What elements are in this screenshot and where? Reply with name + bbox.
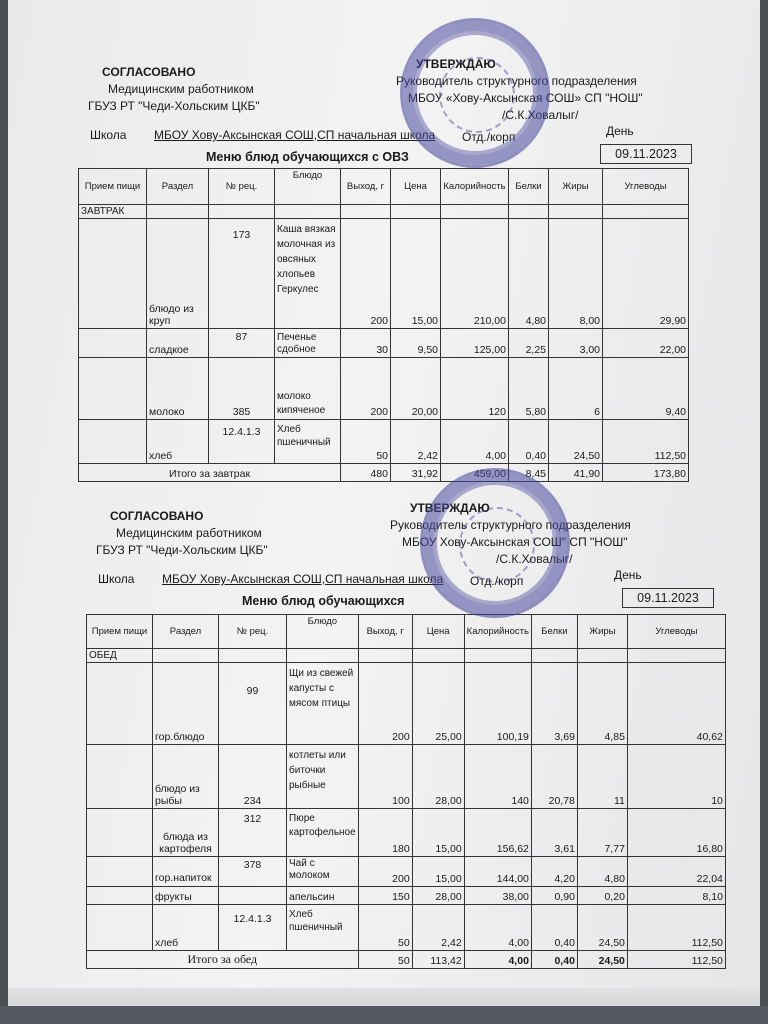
section-cell: сладкое <box>147 329 209 358</box>
total-row <box>79 464 689 482</box>
kcal-cell: 210,00 <box>441 219 509 329</box>
menu-title: Меню блюд обучающихся <box>242 594 405 608</box>
section-cell: блюдо из круп <box>147 219 209 329</box>
carb-cell: 112,50 <box>603 420 689 464</box>
fat-cell: 0,20 <box>577 887 627 905</box>
meal-label: ЗАВТРАК <box>79 205 147 219</box>
col-header: Белки <box>509 169 549 205</box>
section-cell: хлеб <box>147 420 209 464</box>
recipe-cell: 99 <box>219 663 287 745</box>
output-cell: 200 <box>358 663 412 745</box>
recipe-cell: 173 <box>209 219 275 329</box>
protein-cell: 3,69 <box>531 663 577 745</box>
total-protein: 8,45 <box>509 464 549 482</box>
price-cell: 9,50 <box>391 329 441 358</box>
fat-cell: 3,00 <box>549 329 603 358</box>
col-header: Блюдо <box>275 169 341 205</box>
table-row <box>79 219 689 329</box>
dept-label: Отд./корп <box>462 130 516 144</box>
price-cell: 28,00 <box>412 745 464 809</box>
recipe-cell: 312 <box>219 809 287 857</box>
meal-label: ОБЕД <box>87 649 153 663</box>
table-row <box>87 663 726 745</box>
price-cell: 2,42 <box>412 905 464 951</box>
menu-date: 09.11.2023 <box>622 588 714 608</box>
output-cell: 200 <box>341 219 391 329</box>
kcal-cell: 4,00 <box>441 420 509 464</box>
output-cell: 50 <box>341 420 391 464</box>
col-header: Калорийность <box>464 615 531 649</box>
section-cell: гор.блюдо <box>153 663 219 745</box>
school-label: Школа <box>98 572 135 586</box>
total-protein: 0,40 <box>531 951 577 969</box>
kcal-cell: 38,00 <box>464 887 531 905</box>
total-fat: 41,90 <box>549 464 603 482</box>
day-label: День <box>614 568 642 582</box>
col-header: Выход, г <box>341 169 391 205</box>
section-cell: молоко <box>147 358 209 420</box>
agreed-section <box>88 64 260 115</box>
agreed-org: ГБУЗ РТ "Чеди-Хольским ЦКБ" <box>96 543 268 557</box>
recipe-cell: 378 <box>219 857 287 887</box>
carb-cell: 8,10 <box>627 887 725 905</box>
col-header: Выход, г <box>358 615 412 649</box>
menu-title: Меню блюд обучающихся с ОВЗ <box>206 150 409 164</box>
col-header: Углеводы <box>603 169 689 205</box>
output-cell: 180 <box>358 809 412 857</box>
agreed-role: Медицинским работником <box>116 526 262 540</box>
table-header <box>87 615 726 649</box>
col-header: Цена <box>412 615 464 649</box>
section-cell: гор.напиток <box>153 857 219 887</box>
protein-cell: 4,20 <box>531 857 577 887</box>
section-cell: фрукты <box>153 887 219 905</box>
dish-cell: Печенье сдобное <box>275 329 341 358</box>
total-kcal: 4,00 <box>464 951 531 969</box>
school-label: Школа <box>90 128 127 142</box>
agreed-title: СОГЛАСОВАНО <box>110 509 204 523</box>
protein-cell: 20,78 <box>531 745 577 809</box>
col-header: Раздел <box>153 615 219 649</box>
agreed-title: СОГЛАСОВАНО <box>102 65 196 79</box>
background-surface <box>0 1006 768 1024</box>
fat-cell: 8,00 <box>549 219 603 329</box>
approve-role: Руководитель структурного подразделения <box>390 518 631 532</box>
agreed-role: Медицинским работником <box>108 82 254 96</box>
carb-cell: 29,90 <box>603 219 689 329</box>
table-row <box>87 857 726 887</box>
menu-table <box>78 168 689 482</box>
total-price: 31,92 <box>391 464 441 482</box>
fat-cell: 4,80 <box>577 857 627 887</box>
approve-section <box>396 56 643 124</box>
agreed-org: ГБУЗ РТ "Чеди-Хольским ЦКБ" <box>88 99 260 113</box>
table-header <box>79 169 689 205</box>
approve-org: МБОУ Хову-Аксынская СОШ" СП "НОШ" <box>402 535 628 549</box>
kcal-cell: 140 <box>464 745 531 809</box>
output-cell: 200 <box>358 857 412 887</box>
price-cell: 15,00 <box>391 219 441 329</box>
dish-cell: Щи из свежей капусты с мясом птицы <box>287 663 359 745</box>
col-header: Раздел <box>147 169 209 205</box>
output-cell: 150 <box>358 887 412 905</box>
carb-cell: 40,62 <box>627 663 725 745</box>
approve-title: УТВЕРЖДАЮ <box>410 501 490 515</box>
carb-cell: 22,04 <box>627 857 725 887</box>
section-cell: хлеб <box>153 905 219 951</box>
table-row <box>79 420 689 464</box>
col-header: Углеводы <box>627 615 725 649</box>
section-cell: блюдо из рыбы <box>153 745 219 809</box>
carb-cell: 16,80 <box>627 809 725 857</box>
total-label: Итого за обед <box>87 951 359 969</box>
kcal-cell: 4,00 <box>464 905 531 951</box>
kcal-cell: 156,62 <box>464 809 531 857</box>
table-row <box>87 809 726 857</box>
fat-cell: 6 <box>549 358 603 420</box>
carb-cell: 10 <box>627 745 725 809</box>
col-header: Жиры <box>577 615 627 649</box>
agreed-section <box>96 508 268 559</box>
protein-cell: 0,40 <box>531 905 577 951</box>
recipe-cell <box>219 887 287 905</box>
total-output: 480 <box>341 464 391 482</box>
col-header: Прием пищи <box>79 169 147 205</box>
table-row <box>87 887 726 905</box>
dish-cell: Чай с молоком <box>287 857 359 887</box>
kcal-cell: 125,00 <box>441 329 509 358</box>
dish-cell: Каша вязкая молочная из овсяных хлопьев Геркулес <box>275 219 341 329</box>
total-output: 50 <box>358 951 412 969</box>
approve-section <box>390 500 631 568</box>
total-kcal: 459,00 <box>441 464 509 482</box>
col-header: Белки <box>531 615 577 649</box>
dish-cell: котлеты или биточки рыбные <box>287 745 359 809</box>
approve-role: Руководитель структурного подразделения <box>396 74 637 88</box>
fat-cell: 4,85 <box>577 663 627 745</box>
fat-cell: 24,50 <box>577 905 627 951</box>
dish-cell: Хлеб пшеничный <box>275 420 341 464</box>
section-cell: блюда из картофеля <box>153 809 219 857</box>
price-cell: 20,00 <box>391 358 441 420</box>
recipe-cell: 87 <box>209 329 275 358</box>
meal-row <box>79 205 689 219</box>
total-label: Итого за завтрак <box>79 464 341 482</box>
col-header: № рец. <box>219 615 287 649</box>
day-label: День <box>606 124 634 138</box>
approve-sign: /С.К.Ховалыг/ <box>502 108 579 122</box>
total-row <box>87 951 726 969</box>
fat-cell: 7,77 <box>577 809 627 857</box>
price-cell: 15,00 <box>412 857 464 887</box>
total-carb: 173,80 <box>603 464 689 482</box>
kcal-cell: 100,19 <box>464 663 531 745</box>
dept-label: Отд./корп <box>470 574 524 588</box>
recipe-cell: 12.4.1.3 <box>219 905 287 951</box>
total-fat: 24,50 <box>577 951 627 969</box>
school-line <box>98 568 698 590</box>
col-header: № рец. <box>209 169 275 205</box>
dish-cell: Хлеб пшеничный <box>287 905 359 951</box>
protein-cell: 0,90 <box>531 887 577 905</box>
dish-cell: апельсин <box>287 887 359 905</box>
protein-cell: 0,40 <box>509 420 549 464</box>
price-cell: 25,00 <box>412 663 464 745</box>
col-header: Жиры <box>549 169 603 205</box>
table-row <box>87 745 726 809</box>
dish-cell: Пюре картофельное <box>287 809 359 857</box>
approve-title: УТВЕРЖДАЮ <box>416 57 496 71</box>
recipe-cell: 385 <box>209 358 275 420</box>
protein-cell: 3,61 <box>531 809 577 857</box>
recipe-cell: 12.4.1.3 <box>209 420 275 464</box>
output-cell: 50 <box>358 905 412 951</box>
carb-cell: 9,40 <box>603 358 689 420</box>
price-cell: 28,00 <box>412 887 464 905</box>
col-header: Калорийность <box>441 169 509 205</box>
approve-org: МБОУ «Хову-Аксынская СОШ» СП "НОШ" <box>408 91 643 105</box>
recipe-cell: 234 <box>219 745 287 809</box>
menu-date: 09.11.2023 <box>600 144 692 164</box>
output-cell: 30 <box>341 329 391 358</box>
carb-cell: 112,50 <box>627 905 725 951</box>
carb-cell: 22,00 <box>603 329 689 358</box>
menu-table <box>86 614 726 969</box>
col-header: Блюдо <box>287 615 359 649</box>
school-name: МБОУ Хову-Аксынская СОШ,СП начальная школа <box>154 128 436 142</box>
price-cell: 15,00 <box>412 809 464 857</box>
approve-sign: /С.К.Ховалыг/ <box>496 552 573 566</box>
dish-cell: молоко кипяченое <box>275 358 341 420</box>
protein-cell: 2,25 <box>509 329 549 358</box>
fat-cell: 24,50 <box>549 420 603 464</box>
output-cell: 100 <box>358 745 412 809</box>
table-row <box>79 358 689 420</box>
total-carb: 112,50 <box>627 951 725 969</box>
school-name: МБОУ Хову-Аксынская СОШ,СП начальная школа <box>162 572 444 586</box>
col-header: Прием пищи <box>87 615 153 649</box>
kcal-cell: 120 <box>441 358 509 420</box>
kcal-cell: 144,00 <box>464 857 531 887</box>
protein-cell: 4,80 <box>509 219 549 329</box>
price-cell: 2,42 <box>391 420 441 464</box>
col-header: Цена <box>391 169 441 205</box>
paper-sheet <box>8 0 760 1006</box>
total-price: 113,42 <box>412 951 464 969</box>
table-row <box>79 329 689 358</box>
meal-row <box>87 649 726 663</box>
table-row <box>87 905 726 951</box>
protein-cell: 5,80 <box>509 358 549 420</box>
output-cell: 200 <box>341 358 391 420</box>
fat-cell: 11 <box>577 745 627 809</box>
